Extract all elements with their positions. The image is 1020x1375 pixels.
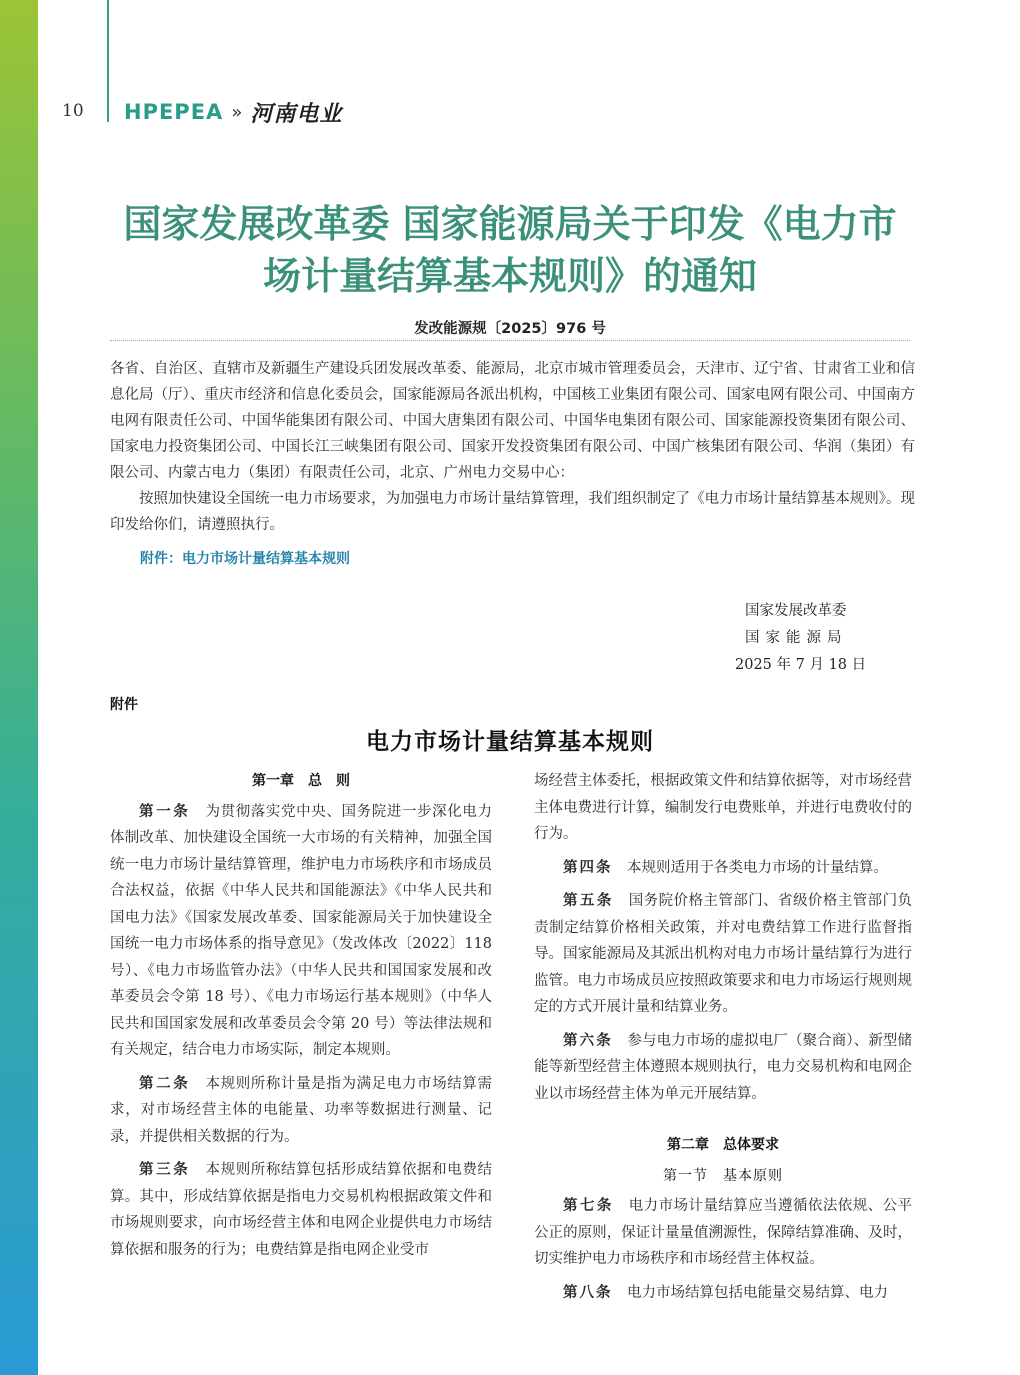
article-text: 本规则所称计量是指为满足电力市场结算需求，对市场经营主体的电能量、功率等数据进行测量、记录，并提供相关数据的行为。 <box>110 1075 493 1145</box>
article-5 <box>534 888 912 1021</box>
article-label: 第八条 <box>563 1283 613 1301</box>
article-3-continued: 场经营主体委托，根据政策文件和结算依据等，对市场经营主体电费进行计算，编制发行电费账单，并进行电费收付的行为。 <box>534 773 912 842</box>
signature-block <box>735 598 867 679</box>
attachment-label: 附件 <box>110 697 138 713</box>
chapter-heading: 第二章 总体要求 <box>667 1137 779 1153</box>
article-text: 参与电力市场的虚拟电厂（聚合商）、新型储能等新型经营主体遵照本规则执行，电力交易机构和电网企业以市场经营主体为单元开展结算。 <box>534 1032 913 1102</box>
article-label: 第五条 <box>563 892 614 909</box>
left-column <box>110 768 492 1270</box>
document-number: 发改能源规〔2025〕976 号 <box>414 321 606 337</box>
signature-date: 2025 年 7 月 18 日 <box>735 657 867 673</box>
section-heading: 第一节 基本原则 <box>663 1167 783 1184</box>
article-8 <box>534 1280 912 1307</box>
article-text: 电力市场结算包括电能量交易结算、电力 <box>627 1284 888 1301</box>
article-label: 第一条 <box>139 802 191 820</box>
magazine-brand <box>124 96 342 128</box>
article-1 <box>110 799 492 1064</box>
rules-title: 电力市场计量结算基本规则 <box>366 728 654 755</box>
brand-separator: » <box>231 101 243 123</box>
signature-org-ndrc: 国家发展改革委 <box>745 603 847 619</box>
article-6 <box>534 1028 912 1108</box>
right-column <box>534 768 912 1313</box>
brand-english-logo: HPEPEA <box>124 100 224 124</box>
article-2 <box>110 1071 492 1151</box>
article-label: 第四条 <box>563 858 613 876</box>
article-4 <box>534 855 912 882</box>
notice-title: 国家发展改革委 国家能源局关于印发《电力市场计量结算基本规则》的通知 <box>123 202 897 298</box>
article-text: 为贯彻落实党中央、国务院进一步深化电力体制改革、加快建设全国统一大市场的有关精神，加强全国统一电力市场计量结算管理，维护电力市场秩序和市场成员合法权益，依据《中华人民共和国能源法》《中华人民共和国电力法》《国家发展改革委、国家能源局关于加快建设全国统一电力市场体系的指导意见》（发改体改〔2022〕118 号）、《电力市场监管办法》（中华人民共和国国家发展和改革委员会令第 18 号）、《电力市场运行基本规则》（中华人民共和国国家发展和改革委员会令第 20 号）等法律法规和有关规定，结合电力市场实际，制定本规则。 <box>110 803 493 1058</box>
side-color-bar <box>0 0 38 1375</box>
article-text: 电力市场计量结算应当遵循依法依规、公平公正的原则，保证计量量值溯源性，保障结算准确、及时，切实维护电力市场秩序和市场经营主体权益。 <box>534 1198 913 1267</box>
attachment-reference: 附件：电力市场计量结算基本规则 <box>140 551 350 567</box>
article-text: 本规则适用于各类电力市场的计量结算。 <box>627 859 888 876</box>
brand-chinese-logo: 河南电业 <box>250 100 343 127</box>
chapter-spacer <box>534 1114 912 1132</box>
notice-paragraph: 按照加快建设全国统一电力市场要求，为加强电力市场计量结算管理，我们组织制定了《电力市场计量结算基本规则》。现印发给你们，请遵照执行。 <box>110 491 915 533</box>
article-7 <box>534 1193 912 1273</box>
article-text: 国务院价格主管部门、省级价格主管部门负责制定结算价格相关政策，并对电费结算工作进行监督指导。国家能源局及其派出机构对电力市场计量结算行为进行监管。电力市场成员应按照政策要求和电力市场运行规则规定的方式开展计量和结算业务。 <box>534 893 913 1015</box>
article-label: 第七条 <box>563 1197 614 1214</box>
article-label: 第三条 <box>139 1161 191 1178</box>
page-number: 10 <box>62 101 84 121</box>
article-text: 本规则所称结算包括形成结算依据和电费结算。其中，形成结算依据是指电力交易机构根据政策文件和市场规则要求，向市场经营主体和电网企业提供电力市场结算依据和服务的行为；电费结算是指电网企业受市 <box>110 1162 493 1258</box>
signature-org-nea: 国家能源局 <box>745 630 848 646</box>
recipients-paragraph: 各省、自治区、直辖市及新疆生产建设兵团发展改革委、能源局，北京市城市管理委员会，天津市、辽宁省、甘肃省工业和信息化局（厅）、重庆市经济和信息化委员会，国家能源局各派出机构，中国核工业集团有限公司、国家电网有限公司、中国南方电网有限责任公司、中国华能集团有限公司、中国大唐集团有限公司、中国华电集团有限公司、国家能源投资集团有限公司、国家电力投资集团公司、中国长江三峡集团有限公司、国家开发投资集团有限公司、中国广核集团有限公司、华润（集团）有限公司、内蒙古电力（集团）有限责任公司，北京、广州电力交易中心： <box>110 361 915 481</box>
header-rule <box>107 0 109 122</box>
notice-body <box>110 356 915 538</box>
dotted-divider <box>110 340 910 341</box>
article-label: 第六条 <box>563 1031 613 1049</box>
article-3 <box>110 1157 492 1263</box>
chapter-heading: 第一章 总 则 <box>252 773 350 789</box>
article-label: 第二条 <box>139 1074 191 1092</box>
